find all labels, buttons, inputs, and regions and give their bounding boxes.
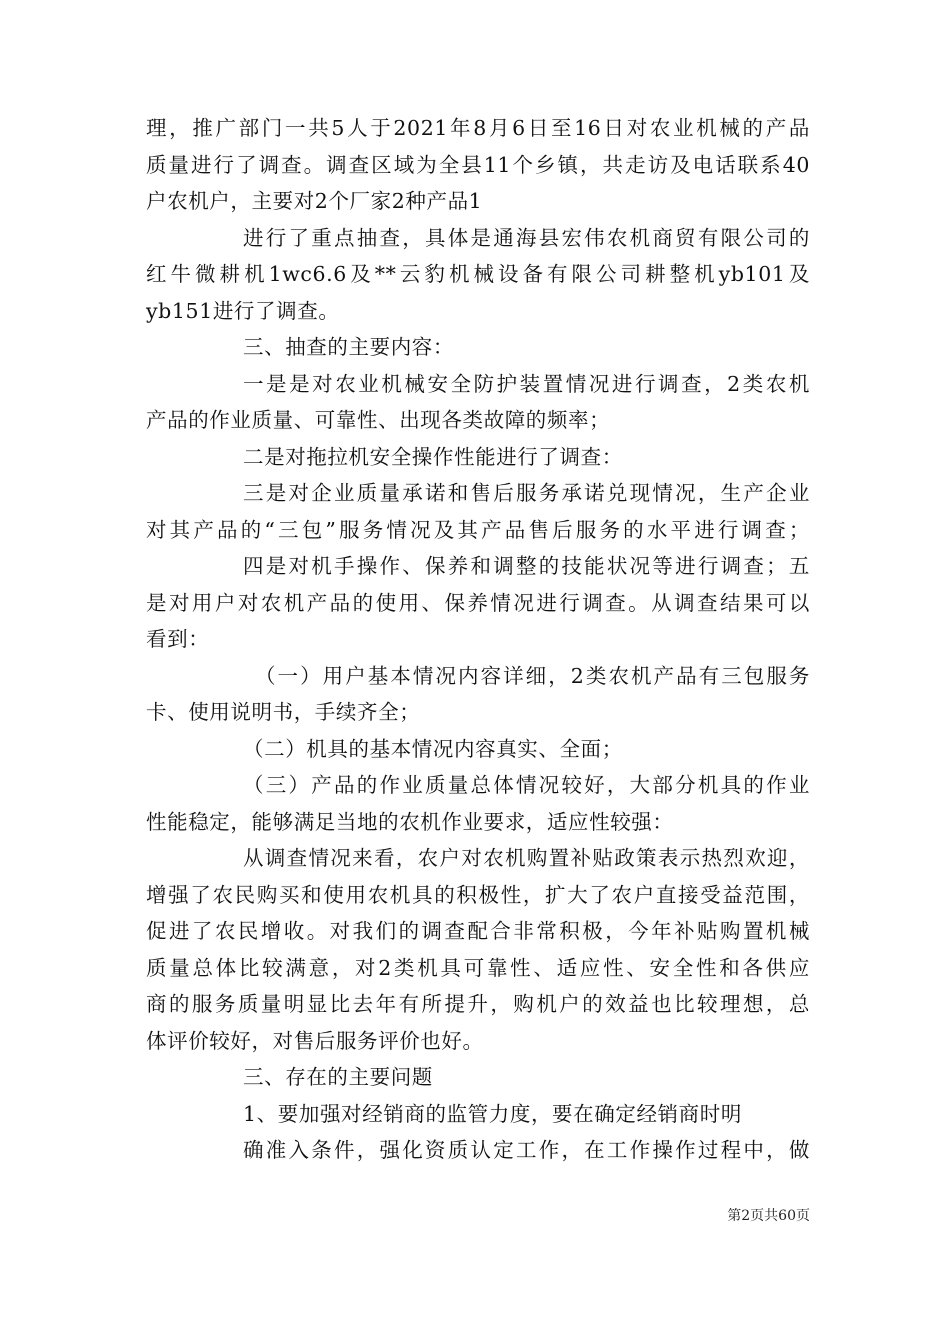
text-line: 理，推广部门一共5人于2021年8月6日至16日对农业机械的产品 [146,116,810,140]
text-line: 增强了农民购买和使用农机具的积极性，扩大了农户直接受益范围， [146,882,810,907]
page-number: 第2页共60页 [727,1208,810,1224]
text-line: 性能稳定，能够满足当地的农机作业要求，适应性较强： [146,809,674,834]
section-heading: 三、抽查的主要内容： [243,335,454,359]
text-line: 卡、使用说明书，手续齐全； [146,700,421,724]
text-line: 二是对拖拉机安全操作性能进行了调查： [243,444,623,469]
text-line: 商的服务质量明显比去年有所提升，购机户的效益也比较理想，总 [146,992,810,1016]
text-line: 确准入条件，强化资质认定工作，在工作操作过程中，做 [243,1138,810,1162]
text-line: 看到： [146,627,210,651]
text-line: 进行了重点抽查，具体是通海县宏伟农机商贸有限公司的 [243,225,810,250]
text-line: 对其产品的“三包”服务情况及其产品售后服务的水平进行调查； [146,517,810,542]
text-line: 1、要加强对经销商的监管力度，要在确定经销商时明 [243,1101,742,1126]
text-line: 三是对企业质量承诺和售后服务承诺兑现情况，生产企业 [243,481,810,505]
text-line: 从调查情况来看，农户对农机购置补贴政策表示热烈欢迎， [243,846,810,870]
text-line: yb151进行了调查。 [146,298,340,323]
text-line: 红牛微耕机1wc6.6及**云豹机械设备有限公司耕整机yb101及 [146,262,810,286]
text-line: （三）产品的作业质量总体情况较好，大部分机具的作业 [243,773,810,797]
text-line: （二）机具的基本情况内容真实、全面； [243,736,623,761]
text-line: 体评价较好，对售后服务评价也好。 [146,1028,484,1053]
text-line: 质量进行了调查。调查区域为全县11个乡镇，共走访及电话联系40 [146,152,810,177]
section-heading: 三、存在的主要问题 [243,1065,433,1089]
document-body [146,110,810,1169]
text-line: （一）用户基本情况内容详细，2类农机产品有三包服务 [255,663,810,688]
text-line: 促进了农民增收。对我们的调查配合非常积极，今年补贴购置机械 [146,919,810,943]
text-line: 质量总体比较满意，对2类机具可靠性、适应性、安全性和各供应 [146,955,810,980]
text-line: 四是对机手操作、保养和调整的技能状况等进行调查；五 [243,554,810,578]
text-line: 户农机户，主要对2个厂家2种产品1 [146,189,483,213]
text-line: 一是是对农业机械安全防护装置情况进行调查，2类农机 [243,371,810,396]
text-line: 产品的作业质量、可靠性、出现各类故障的频率； [146,408,611,432]
text-line: 是对用户对农机产品的使用、保养情况进行调查。从调查结果可以 [146,590,810,615]
